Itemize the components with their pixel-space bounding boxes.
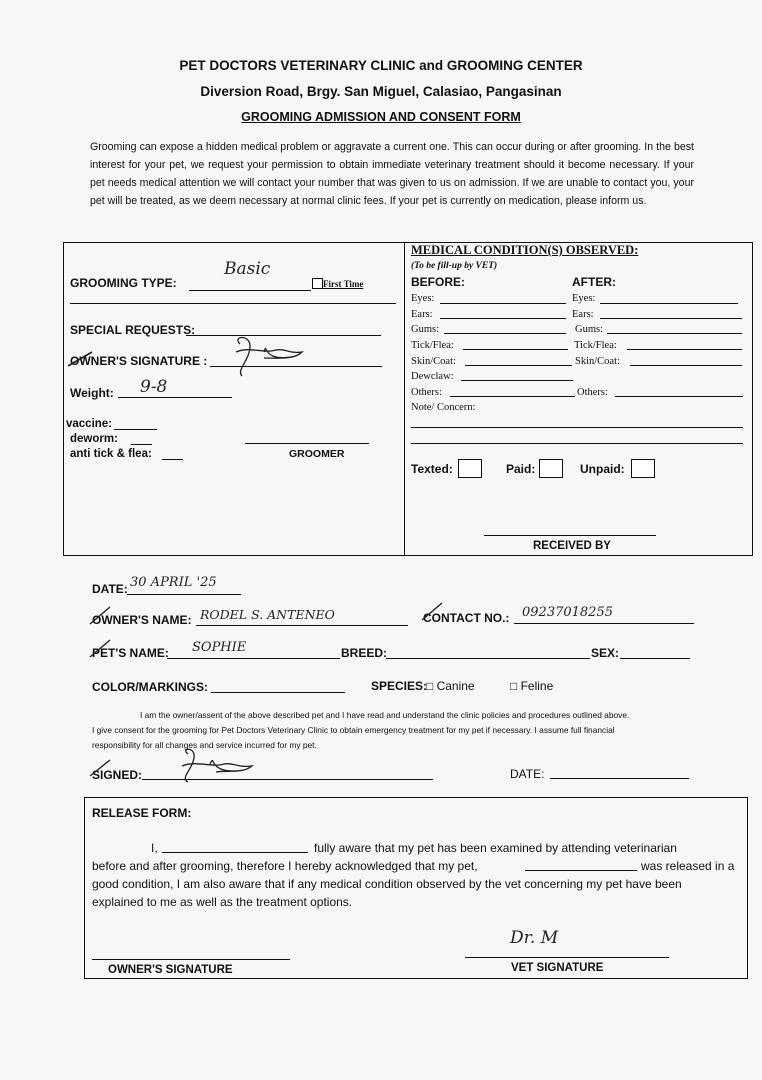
before-ears-label: Ears: [411, 309, 433, 320]
before-gums-line[interactable] [444, 333, 566, 334]
date-handwriting: 30 APRIL '25 [130, 575, 217, 590]
consent-line-3: responsibility for all changes and service incurred for my pet. [92, 740, 317, 750]
weight-handwriting: 9-8 [140, 377, 168, 397]
color-markings-line[interactable] [211, 692, 345, 693]
after-eyes-line[interactable] [600, 303, 738, 304]
after-skin-label: Skin/Coat: [575, 356, 620, 367]
before-dewclaw-label: Dewclaw: [411, 371, 454, 382]
signed-signature-scrawl [88, 746, 278, 786]
vaccine-label: vaccine: [66, 418, 113, 430]
medical-subtitle: (To be fill-up by VET) [411, 261, 498, 271]
release-line1-start: I, [151, 841, 158, 855]
sex-line[interactable] [620, 658, 690, 659]
grooming-type-label: GROOMING TYPE: [70, 276, 177, 290]
form-title: GROOMING ADMISSION AND CONSENT FORM [241, 110, 521, 124]
after-ears-label: Ears: [572, 309, 594, 320]
date-label: DATE: [92, 582, 128, 596]
deworm-line[interactable] [131, 444, 152, 445]
owner-signature-release-line[interactable] [92, 959, 290, 960]
anti-tick-label: anti tick & flea: [70, 448, 152, 460]
groomer-label: GROOMER [289, 448, 345, 460]
after-tick-label: Tick/Flea: [574, 340, 617, 351]
note-line-2[interactable] [411, 443, 743, 444]
before-others-label: Others: [411, 387, 442, 398]
after-others-line[interactable] [615, 396, 743, 397]
grooming-type-handwriting: Basic [224, 259, 271, 279]
before-gums-label: Gums: [411, 324, 440, 335]
unpaid-label: Unpaid: [580, 462, 625, 476]
before-eyes-label: Eyes: [411, 293, 435, 304]
deworm-label: deworm: [70, 433, 118, 445]
contact-line[interactable] [514, 623, 694, 624]
breed-line[interactable] [386, 658, 590, 659]
release-pet-name-line[interactable] [525, 870, 637, 871]
owner-signature-label: OWNER'S SIGNATURE : [70, 354, 208, 368]
after-label: AFTER: [572, 275, 616, 289]
owner-name-label: OWNER'S NAME: [92, 613, 192, 627]
signed-label: SIGNED: [92, 768, 143, 782]
pet-name-line[interactable] [167, 658, 340, 659]
signed-date-label: DATE: [510, 767, 545, 781]
before-others-line[interactable] [450, 396, 575, 397]
pet-name-handwriting: SOPHIE [192, 640, 247, 655]
vaccine-line[interactable] [114, 429, 157, 430]
special-requests-label: SPECIAL REQUESTS: [70, 323, 196, 337]
before-label: BEFORE: [411, 275, 465, 289]
pet-name-label: PET'S NAME: [92, 646, 169, 660]
before-skin-line[interactable] [465, 365, 572, 366]
owner-name-line[interactable] [196, 625, 408, 626]
received-by-label: RECEIVED BY [533, 540, 611, 552]
vet-signature-line[interactable] [465, 957, 669, 958]
contact-handwriting: 09237018255 [522, 605, 613, 620]
consent-line-1: I am the owner/assent of the above described pet and I have read and understand the clinic policies and procedures outlined above. [140, 710, 630, 720]
clinic-name: PET DOCTORS VETERINARY CLINIC and GROOMING CENTER [179, 58, 583, 73]
contact-tick [420, 600, 444, 622]
breed-label: BREED: [341, 646, 388, 660]
date-line[interactable] [127, 594, 241, 595]
panel-divider [404, 242, 405, 556]
first-time-label: First Time [323, 279, 364, 289]
species-feline-option[interactable]: □ Feline [510, 679, 554, 693]
release-line2-end: was released in a [641, 859, 735, 873]
release-line1-end: fully aware that my pet has been examined by attending veterinarian [314, 841, 677, 855]
owner-signature-scrawl [64, 330, 314, 380]
owner-signature-release-label: OWNER'S SIGNATURE [108, 964, 233, 976]
release-line2-start: before and after grooming, therefore I hereby acknowledged that my pet, [92, 859, 478, 873]
before-dewclaw-line[interactable] [461, 380, 573, 381]
after-gums-line[interactable] [607, 333, 742, 334]
weight-label: Weight: [70, 386, 114, 400]
after-gums-label: Gums: [575, 324, 604, 335]
grooming-extra-line [70, 303, 396, 304]
received-by-line[interactable] [484, 535, 656, 536]
after-others-label: Others: [577, 387, 608, 398]
vet-signature-label: VET SIGNATURE [511, 962, 604, 974]
unpaid-checkbox[interactable] [631, 459, 655, 478]
paid-label: Paid: [506, 462, 536, 476]
after-eyes-label: Eyes: [572, 293, 596, 304]
intro-paragraph: Grooming can expose a hidden medical problem or aggravate a current one. This can occur during or after grooming. In the best interest for your pet, we request your permission to obtain immediate veterinary treatment should it become necessary. If your pet needs medical attention we will contact your number that was given to us on admission. If we are unable to contact you, your pet will be treated, as we deem necessary at normal clinic fees. If your pet is currently on medication, please inform us. [90, 141, 694, 207]
paid-checkbox[interactable] [539, 459, 563, 478]
pet-name-tick [88, 637, 112, 659]
after-ears-line[interactable] [600, 318, 742, 319]
note-concern-label: Note/ Concern: [411, 402, 476, 413]
before-ears-line[interactable] [440, 318, 566, 319]
clinic-address: Diversion Road, Brgy. San Miguel, Calasiao, Pangasinan [200, 84, 562, 99]
owner-name-handwriting: RODEL S. ANTENEO [200, 607, 335, 622]
after-tick-line[interactable] [627, 349, 742, 350]
release-form-title: RELEASE FORM: [92, 806, 192, 820]
signed-date-line[interactable] [550, 778, 689, 779]
before-eyes-line[interactable] [440, 303, 566, 304]
first-time-checkbox[interactable] [312, 278, 323, 289]
release-owner-name-line[interactable] [162, 852, 308, 853]
owner-name-tick [88, 604, 112, 626]
contact-label: CONTACT NO.: [423, 611, 510, 625]
before-tick-line[interactable] [463, 349, 568, 350]
grooming-type-line[interactable] [189, 290, 311, 291]
consent-line-2: I give consent for the grooming for Pet Doctors Veterinary Clinic to obtain emergency treatment for my pet if necessary. I assume full financial [92, 725, 615, 735]
release-line4: explained to me as well as the treatment options. [92, 895, 353, 909]
before-skin-label: Skin/Coat: [411, 356, 456, 367]
species-canine-option[interactable]: □ Canine [426, 679, 475, 693]
note-line-1[interactable] [411, 427, 743, 428]
weight-line[interactable] [118, 397, 232, 398]
groomer-line[interactable] [245, 443, 369, 444]
texted-label: Texted: [411, 462, 453, 476]
species-label: SPECIES: [371, 679, 428, 693]
vet-handwriting: Dr. M [510, 928, 559, 948]
medical-title: MEDICAL CONDITION(S) OBSERVED: [411, 243, 639, 257]
before-tick-label: Tick/Flea: [411, 340, 454, 351]
anti-tick-line[interactable] [162, 459, 183, 460]
texted-checkbox[interactable] [458, 459, 482, 478]
sex-label: SEX: [591, 646, 620, 660]
color-markings-label: COLOR/MARKINGS: [92, 680, 208, 694]
release-line3: good condition, I am also aware that if any medical condition observed by the vet concerning my pet have been [92, 877, 682, 891]
after-skin-line[interactable] [630, 365, 742, 366]
